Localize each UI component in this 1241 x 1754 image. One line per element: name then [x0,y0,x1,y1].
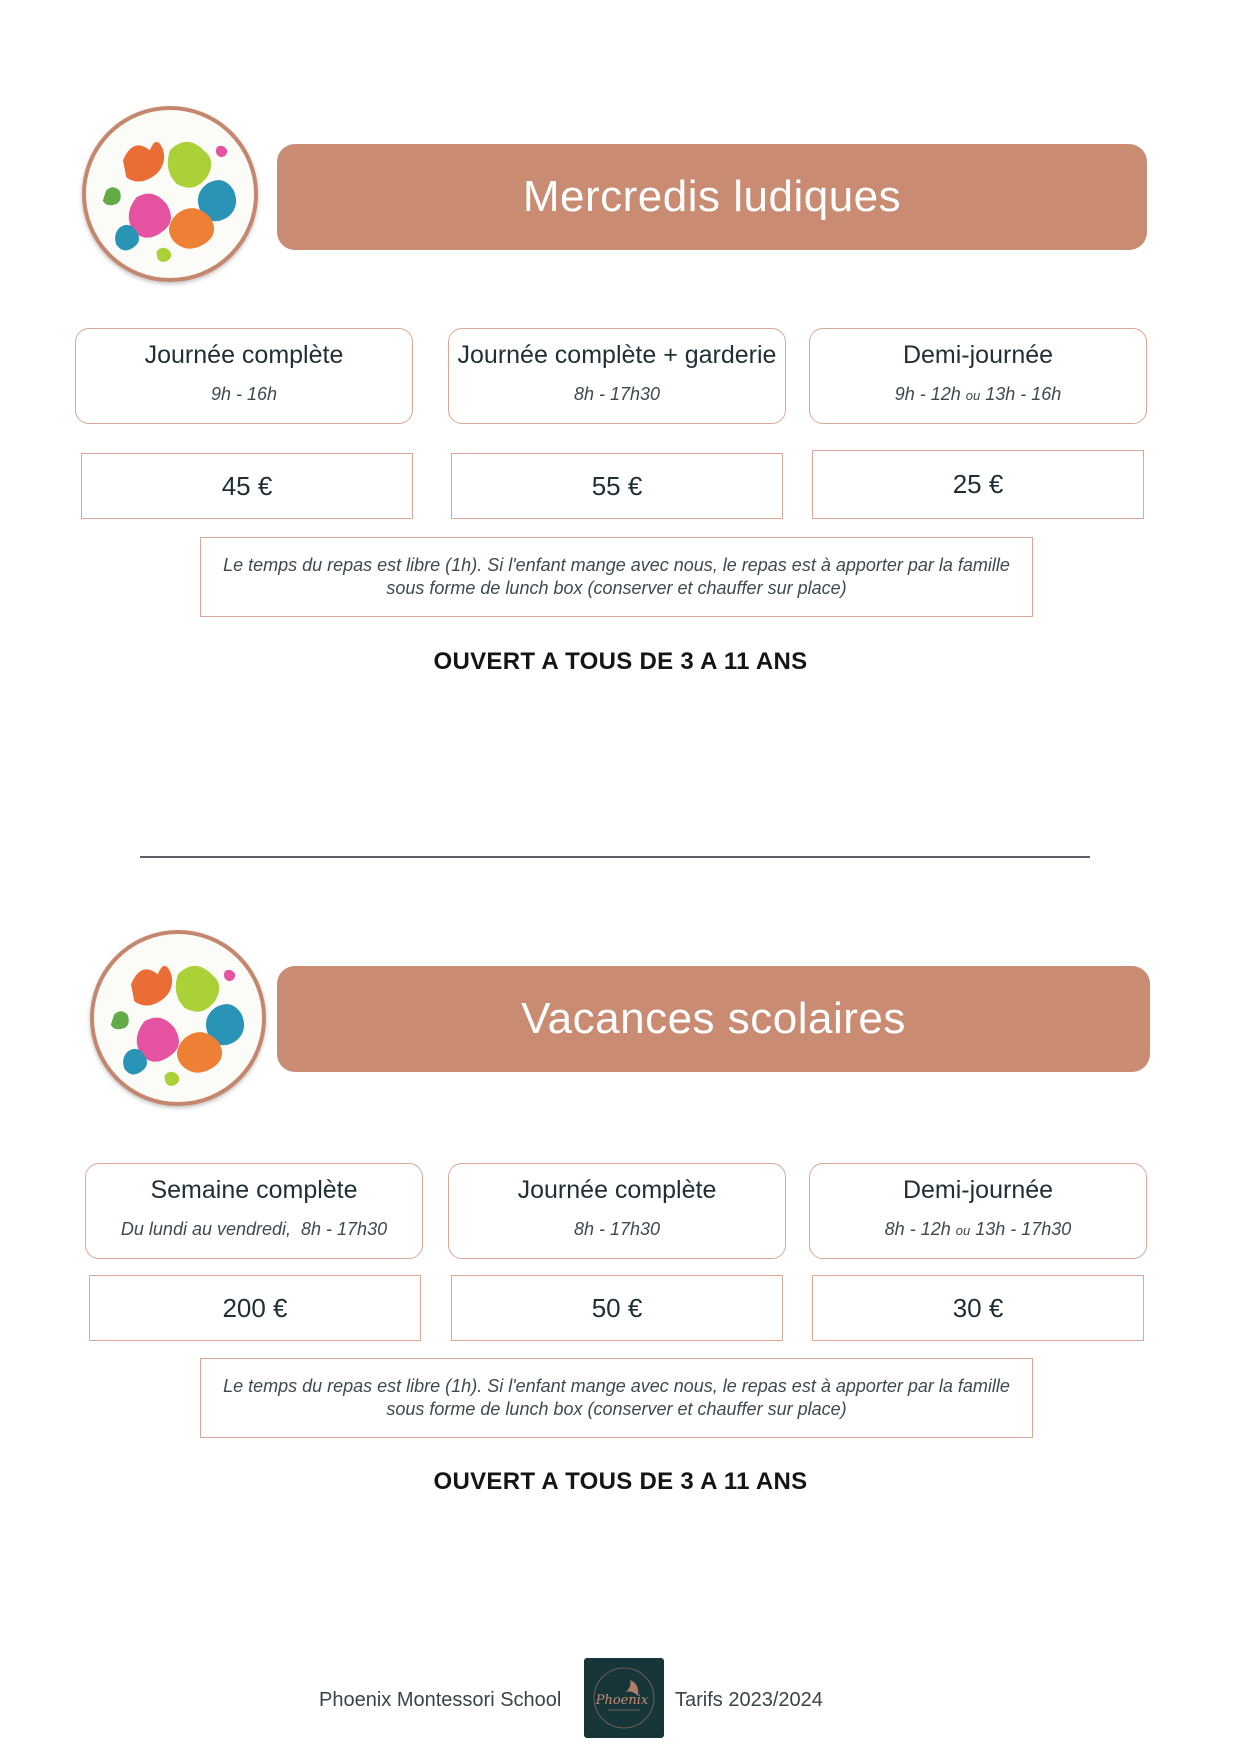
option-card-demi-journee [809,328,1147,424]
option-label: Journée complète + garderie [457,341,777,369]
price-value: 25 € [952,469,1004,499]
phoenix-logo-icon [584,1658,664,1738]
price-box [812,450,1144,519]
section-divider [140,856,1090,858]
section-banner-mercredis [277,144,1147,250]
option-hours: 9h - 16h [210,384,278,404]
price-box [81,453,413,519]
price-value: 55 € [591,470,643,501]
note-line: sous forme de lunch box (conserver et chauffer sur place) [386,578,847,598]
hours-afternoon: 13h - 16h [985,384,1062,404]
price-box [89,1275,421,1341]
option-label: Journée complète [517,1176,717,1204]
hours-morning: 9h - 12h [894,384,961,404]
option-label: Demi-journée [902,1176,1054,1204]
price-value: 30 € [952,1292,1004,1323]
option-card-journee-garderie [448,328,786,424]
price-value: 45 € [221,470,273,501]
footer-school-name: Phoenix Montessori School [319,1689,562,1711]
age-notice: OUVERT A TOUS DE 3 A 11 ANS [433,1468,808,1495]
option-hours: 8h - 17h30 [573,1219,661,1239]
note-line: sous forme de lunch box (conserver et chauffer sur place) [386,1399,847,1419]
price-value: 50 € [591,1292,643,1323]
svg-text:Phoenix: Phoenix [595,1693,649,1708]
option-card-journee-complete [448,1163,786,1259]
section-banner-vacances [277,966,1150,1072]
hours-or: ou [965,388,981,403]
hours-morning: 8h - 12h [884,1219,951,1239]
option-hours: Du lundi au vendredi, 8h - 17h30 [120,1219,388,1239]
price-box [451,1275,783,1341]
price-box [812,1275,1144,1341]
price-value: 200 € [222,1292,288,1323]
note-line: Le temps du repas est libre (1h). Si l'enfant mange avec nous, le repas est à apporter par la famille [223,1376,1010,1396]
lunch-note [200,1358,1033,1438]
option-hours [810,384,1146,405]
footer-tarifs-year: Tarifs 2023/2024 [675,1689,823,1711]
option-card-journee-complete [75,328,413,424]
option-label: Semaine complète [150,1176,358,1204]
section-title: Vacances scolaires [521,994,906,1043]
option-card-semaine-complete [85,1163,423,1259]
option-label: Journée complète [144,341,344,369]
hours-afternoon: 13h - 17h30 [975,1219,1072,1239]
lunch-note [200,537,1033,617]
handprints-logo-icon [90,930,266,1106]
option-hours: 8h - 17h30 [573,384,661,404]
handprints-logo-icon [82,106,258,282]
option-hours [810,1219,1146,1240]
hours-or: ou [955,1223,971,1238]
section-title: Mercredis ludiques [522,172,902,221]
note-line: Le temps du repas est libre (1h). Si l'enfant mange avec nous, le repas est à apporter par la famille [223,555,1010,575]
price-box [451,453,783,519]
option-label: Demi-journée [902,341,1054,369]
age-notice: OUVERT A TOUS DE 3 A 11 ANS [433,648,808,675]
option-card-demi-journee [809,1163,1147,1259]
